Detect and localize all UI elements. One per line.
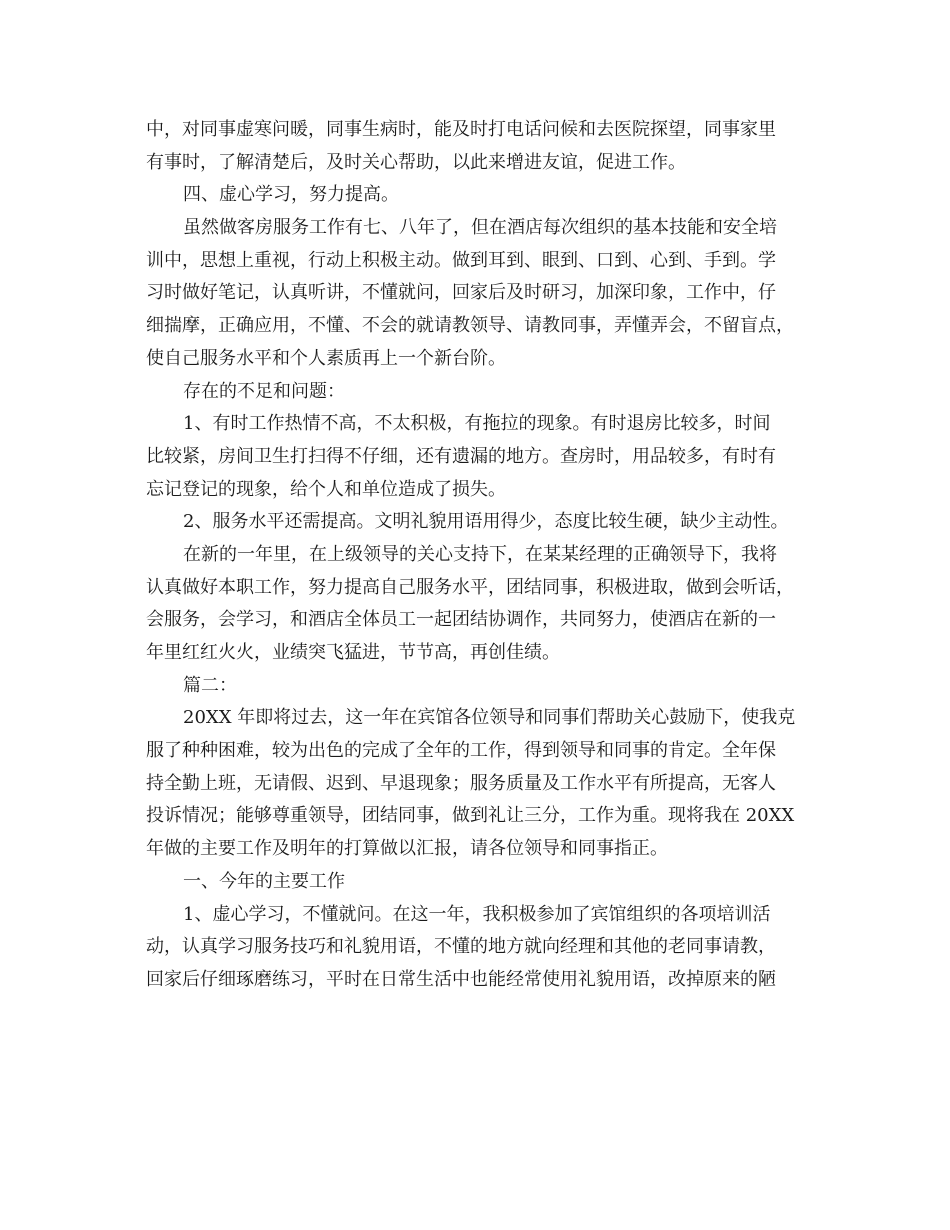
text-line: 四、虚心学习，努力提高。: [183, 184, 399, 206]
text-line: 比较紧，房间卫生打扫得不仔细，还有遗漏的地方。查房时，用品较多，有时有: [146, 445, 776, 467]
text-line: 年里红红火火，业绩突飞猛进，节节高，再创佳绩。: [146, 642, 560, 663]
text-line: 1、虚心学习，不懂就问。在这一年，我积极参加了宾馆组织的各项培训活: [183, 903, 771, 925]
text-line: 忘记登记的现象，给个人和单位造成了损失。: [146, 478, 506, 500]
text-line: 一、今年的主要工作: [183, 870, 345, 892]
text-line: 投诉情况；能够尊重领导，团结同事，做到礼让三分，工作为重。现将我在 20XX: [146, 805, 795, 827]
text-line: 2、服务水平还需提高。文明礼貌用语用得少，态度比较生硬，缺少主动性。: [183, 511, 789, 533]
text-line: 服了种种困难，较为出色的完成了全年的工作，得到领导和同事的肯定。全年保: [146, 740, 776, 762]
text-line: 细揣摩，正确应用，不懂、不会的就请教领导、请教同事，弄懂弄会，不留盲点，: [146, 315, 794, 337]
text-line: 有事时，了解清楚后，及时关心帮助，以此来增进友谊，促进工作。: [146, 151, 686, 173]
text-line: 1、有时工作热情不高，不太积极，有拖拉的现象。有时退房比较多，时间: [183, 413, 771, 435]
text-line: 存在的不足和问题：: [183, 380, 345, 402]
document-page: [146, 114, 808, 997]
text-line: 20XX 年即将过去，这一年在宾馆各位领导和同事们帮助关心鼓励下，使我克: [183, 707, 796, 729]
text-line: 篇二：: [183, 674, 237, 696]
text-line: 会服务，会学习，和酒店全体员工一起团结协调作，共同努力，使酒店在新的一: [146, 609, 776, 631]
text-line: 虽然做客房服务工作有七、八年了，但在酒店每次组织的基本技能和安全培: [183, 217, 777, 239]
text-line: 动，认真学习服务技巧和礼貌用语，不懂的地方就向经理和其他的老同事请教，: [146, 936, 776, 958]
text-line: 年做的主要工作及明年的打算做以汇报，请各位领导和同事指正。: [146, 838, 668, 860]
text-line: 回家后仔细琢磨练习，平时在日常生活中也能经常使用礼貌用语，改掉原来的陋: [146, 968, 776, 990]
text-line: 在新的一年里，在上级领导的关心支持下，在某某经理的正确领导下，我将: [183, 543, 777, 565]
text-line: 中，对同事虚寒问暖，同事生病时，能及时打电话问候和去医院探望，同事家里: [146, 119, 776, 140]
text-line: 认真做好本职工作，努力提高自己服务水平，团结同事，积极进取，做到会听话，: [146, 576, 794, 598]
text-line: 持全勤上班，无请假、迟到、早退现象；服务质量及工作水平有所提高，无客人: [146, 772, 776, 794]
text-line: 习时做好笔记，认真听讲，不懂就问，回家后及时研习，加深印象，工作中，仔: [146, 282, 776, 304]
text-line: 训中，思想上重视，行动上积极主动。做到耳到、眼到、口到、心到、手到。学: [146, 249, 776, 271]
text-line: 使自己服务水平和个人素质再上一个新台阶。: [146, 347, 506, 369]
